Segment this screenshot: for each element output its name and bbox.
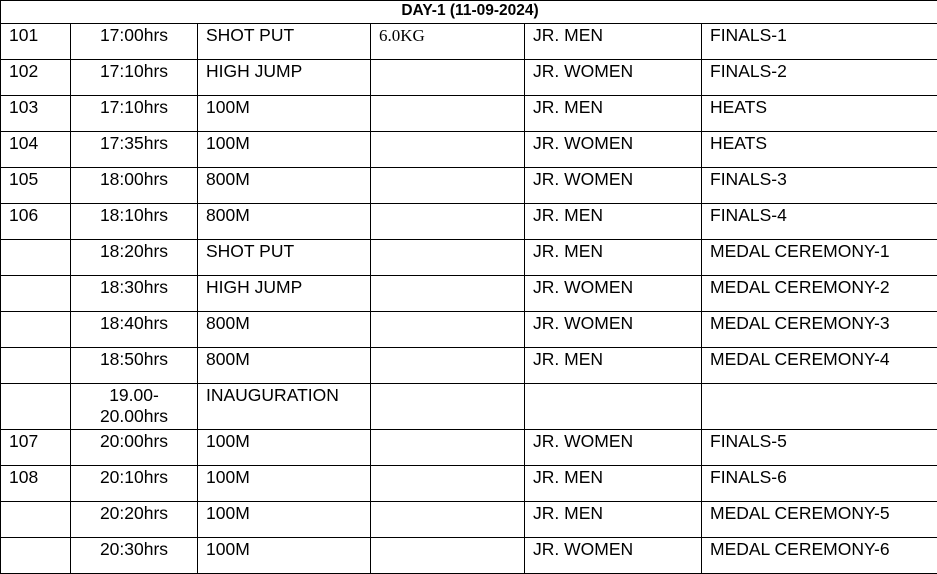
implement-weight bbox=[371, 168, 525, 204]
event-category: JR. MEN bbox=[525, 24, 702, 60]
implement-weight bbox=[371, 538, 525, 574]
event-round bbox=[702, 384, 937, 430]
event-name: 800M bbox=[198, 348, 371, 384]
event-time: 17:35hrs bbox=[71, 132, 198, 168]
event-category: JR. WOMEN bbox=[525, 430, 702, 466]
event-round: FINALS-6 bbox=[702, 466, 937, 502]
event-time: 17:00hrs bbox=[71, 24, 198, 60]
implement-weight bbox=[371, 466, 525, 502]
schedule-row bbox=[1, 168, 937, 204]
implement-weight bbox=[371, 348, 525, 384]
event-round: MEDAL CEREMONY-5 bbox=[702, 502, 937, 538]
event-time: 18:50hrs bbox=[71, 348, 198, 384]
event-category: JR. MEN bbox=[525, 204, 702, 240]
implement-weight bbox=[371, 132, 525, 168]
event-round: FINALS-5 bbox=[702, 430, 937, 466]
event-number: 104 bbox=[1, 132, 71, 168]
event-round: MEDAL CEREMONY-1 bbox=[702, 240, 937, 276]
event-time: 18:00hrs bbox=[71, 168, 198, 204]
event-category: JR. MEN bbox=[525, 348, 702, 384]
event-name: HIGH JUMP bbox=[198, 276, 371, 312]
event-number bbox=[1, 502, 71, 538]
event-name: SHOT PUT bbox=[198, 24, 371, 60]
event-round: FINALS-4 bbox=[702, 204, 937, 240]
event-round: FINALS-2 bbox=[702, 60, 937, 96]
schedule-row bbox=[1, 502, 937, 538]
schedule-row bbox=[1, 240, 937, 276]
schedule-row bbox=[1, 276, 937, 312]
schedule-row bbox=[1, 60, 937, 96]
event-category: JR. MEN bbox=[525, 466, 702, 502]
event-time: 20:00hrs bbox=[71, 430, 198, 466]
event-name: INAUGURATION bbox=[198, 384, 371, 430]
event-number bbox=[1, 276, 71, 312]
event-name: HIGH JUMP bbox=[198, 60, 371, 96]
event-time: 20:30hrs bbox=[71, 538, 198, 574]
schedule-row bbox=[1, 132, 937, 168]
event-name: 100M bbox=[198, 466, 371, 502]
event-category: JR. WOMEN bbox=[525, 168, 702, 204]
event-category: JR. WOMEN bbox=[525, 312, 702, 348]
event-time: 18:30hrs bbox=[71, 276, 198, 312]
event-category bbox=[525, 384, 702, 430]
event-category: JR. WOMEN bbox=[525, 132, 702, 168]
event-time: 19.00- 20.00hrs bbox=[71, 384, 198, 430]
event-round: FINALS-1 bbox=[702, 24, 937, 60]
event-round: MEDAL CEREMONY-6 bbox=[702, 538, 937, 574]
implement-weight bbox=[371, 384, 525, 430]
event-round: FINALS-3 bbox=[702, 168, 937, 204]
event-time: 20:20hrs bbox=[71, 502, 198, 538]
event-round: MEDAL CEREMONY-3 bbox=[702, 312, 937, 348]
schedule-row bbox=[1, 348, 937, 384]
schedule-body bbox=[1, 1, 937, 574]
event-name: 800M bbox=[198, 204, 371, 240]
event-number: 105 bbox=[1, 168, 71, 204]
event-name: 100M bbox=[198, 132, 371, 168]
implement-weight bbox=[371, 276, 525, 312]
schedule-row bbox=[1, 430, 937, 466]
schedule-row bbox=[1, 538, 937, 574]
implement-weight bbox=[371, 502, 525, 538]
event-number: 107 bbox=[1, 430, 71, 466]
event-category: JR. WOMEN bbox=[525, 60, 702, 96]
event-category: JR. MEN bbox=[525, 96, 702, 132]
event-time: 20:10hrs bbox=[71, 466, 198, 502]
title-row bbox=[1, 1, 937, 24]
schedule-row bbox=[1, 24, 937, 60]
event-name: 800M bbox=[198, 168, 371, 204]
implement-weight bbox=[371, 240, 525, 276]
event-time: 17:10hrs bbox=[71, 60, 198, 96]
implement-weight: 6.0KG bbox=[371, 24, 525, 60]
schedule-row bbox=[1, 204, 937, 240]
event-number bbox=[1, 538, 71, 574]
implement-weight bbox=[371, 204, 525, 240]
event-time: 17:10hrs bbox=[71, 96, 198, 132]
day-title: DAY-1 (11-09-2024) bbox=[1, 1, 937, 24]
event-time: 18:20hrs bbox=[71, 240, 198, 276]
event-name: 800M bbox=[198, 312, 371, 348]
event-number bbox=[1, 312, 71, 348]
event-category: JR. MEN bbox=[525, 240, 702, 276]
event-round: MEDAL CEREMONY-4 bbox=[702, 348, 937, 384]
event-time: 18:40hrs bbox=[71, 312, 198, 348]
event-number: 101 bbox=[1, 24, 71, 60]
event-number bbox=[1, 348, 71, 384]
event-category: JR. WOMEN bbox=[525, 538, 702, 574]
event-round: HEATS bbox=[702, 132, 937, 168]
event-number: 102 bbox=[1, 60, 71, 96]
schedule-row bbox=[1, 384, 937, 430]
event-number bbox=[1, 384, 71, 430]
event-name: 100M bbox=[198, 538, 371, 574]
event-name: 100M bbox=[198, 96, 371, 132]
event-category: JR. MEN bbox=[525, 502, 702, 538]
event-number bbox=[1, 240, 71, 276]
schedule-row bbox=[1, 312, 937, 348]
implement-weight bbox=[371, 96, 525, 132]
event-round: MEDAL CEREMONY-2 bbox=[702, 276, 937, 312]
event-name: 100M bbox=[198, 502, 371, 538]
schedule-row bbox=[1, 96, 937, 132]
event-name: 100M bbox=[198, 430, 371, 466]
event-number: 103 bbox=[1, 96, 71, 132]
implement-weight bbox=[371, 430, 525, 466]
event-category: JR. WOMEN bbox=[525, 276, 702, 312]
implement-weight bbox=[371, 312, 525, 348]
event-round: HEATS bbox=[702, 96, 937, 132]
event-number: 108 bbox=[1, 466, 71, 502]
event-name: SHOT PUT bbox=[198, 240, 371, 276]
event-time: 18:10hrs bbox=[71, 204, 198, 240]
event-number: 106 bbox=[1, 204, 71, 240]
schedule-row bbox=[1, 466, 937, 502]
implement-weight bbox=[371, 60, 525, 96]
